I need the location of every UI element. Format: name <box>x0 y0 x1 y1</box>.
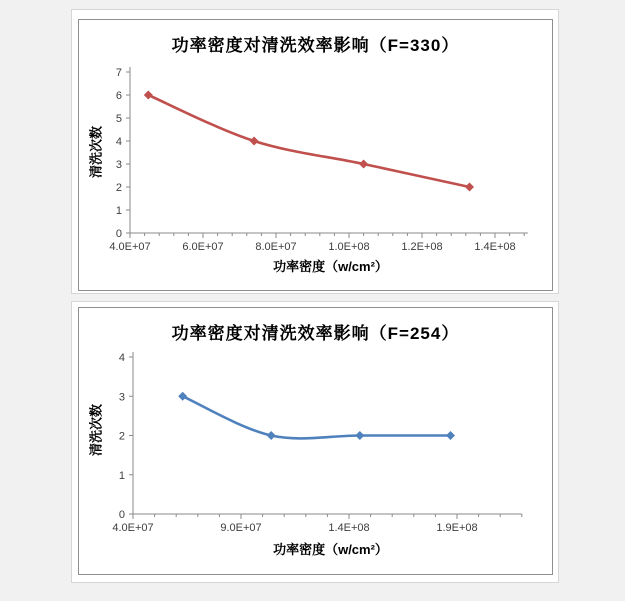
chart-f330 <box>78 19 553 291</box>
y-tick-label: 7 <box>115 67 122 79</box>
y-tick-label: 1 <box>115 205 122 217</box>
x-tick-label: 4.0E+07 <box>109 241 151 253</box>
y-tick-label: 3 <box>115 159 122 171</box>
data-line <box>183 396 451 438</box>
x-axis-title-f254: 功率密度（w/cm²） <box>273 542 388 557</box>
y-tick-label: 2 <box>118 430 125 443</box>
diamond-marker <box>465 183 474 192</box>
diamond-marker <box>267 431 276 440</box>
data-line <box>148 95 469 187</box>
chart-plot-f254 <box>79 308 552 574</box>
y-tick-label: 0 <box>115 228 122 240</box>
y-tick-label: 2 <box>115 182 122 194</box>
y-tick-label: 5 <box>115 113 122 125</box>
x-tick-label: 8.0E+07 <box>255 241 297 253</box>
x-tick-label: 1.4E+08 <box>474 241 516 253</box>
x-tick-label: 9.0E+07 <box>220 522 262 534</box>
x-tick-label: 1.4E+08 <box>328 522 370 534</box>
chart-title-f330: 功率密度对清洗效率影响（F=330） <box>171 36 460 55</box>
diamond-marker <box>355 431 364 440</box>
x-tick-label: 1.2E+08 <box>401 241 443 253</box>
chart-title-f254: 功率密度对清洗效率影响（F=254） <box>171 324 460 343</box>
x-tick-label: 6.0E+07 <box>182 241 224 253</box>
y-axis-title-f330: 清洗次数 <box>88 125 104 179</box>
x-tick-label: 1.0E+08 <box>328 241 370 253</box>
chart-f254 <box>78 307 553 575</box>
y-tick-label: 4 <box>118 352 125 364</box>
chart-plot-f330 <box>79 20 552 290</box>
x-tick-label: 1.9E+08 <box>436 522 478 534</box>
diamond-marker <box>144 91 153 100</box>
y-tick-label: 0 <box>118 509 125 521</box>
chart-panel-f330 <box>71 9 559 294</box>
y-axis-title-f254: 清洗次数 <box>88 403 104 457</box>
x-tick-label: 4.0E+07 <box>112 522 154 534</box>
y-tick-label: 4 <box>115 136 122 148</box>
diamond-marker <box>178 392 187 401</box>
diamond-marker <box>446 431 455 440</box>
diamond-marker <box>359 160 368 169</box>
diamond-marker <box>250 137 259 146</box>
y-tick-label: 6 <box>115 90 122 102</box>
chart-panel-f254 <box>71 301 559 583</box>
y-tick-label: 3 <box>118 391 125 404</box>
y-tick-label: 1 <box>118 469 125 482</box>
x-axis-title-f330: 功率密度（w/cm²） <box>273 259 388 274</box>
